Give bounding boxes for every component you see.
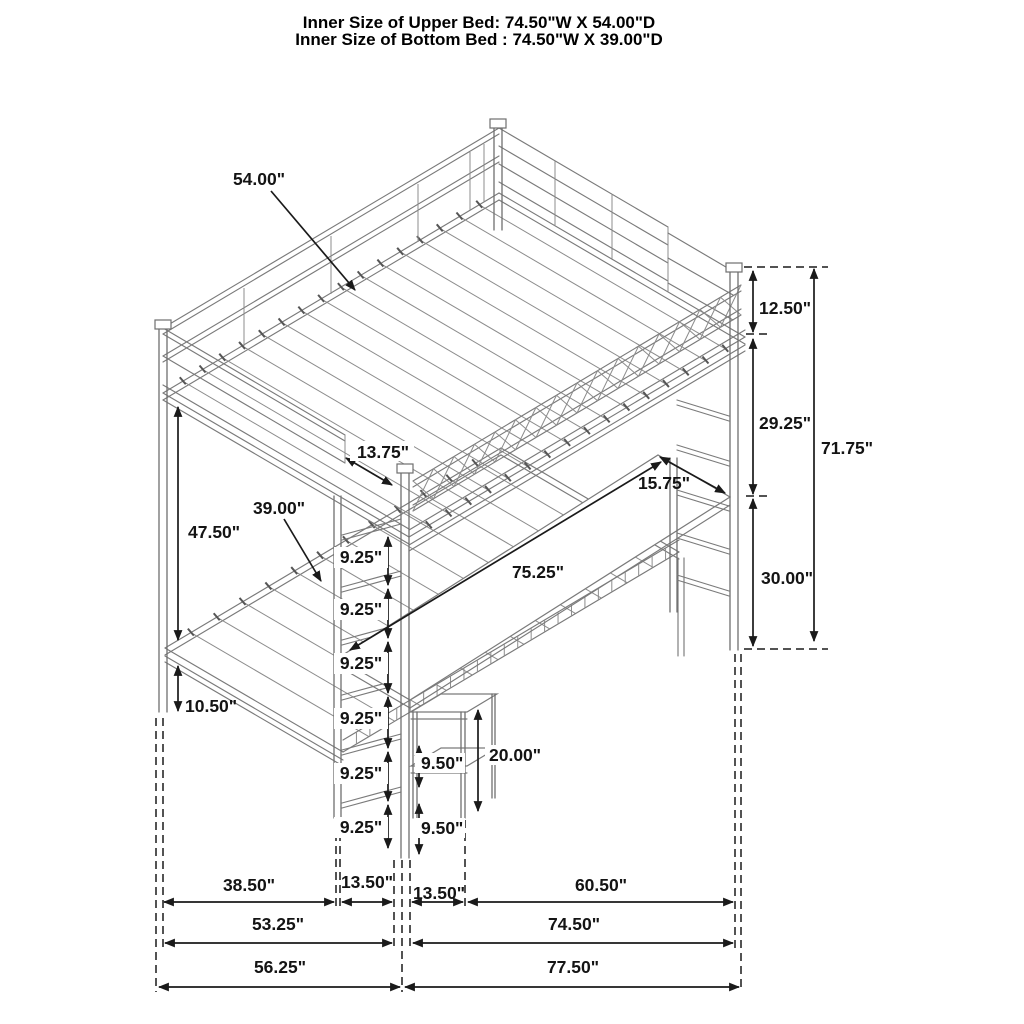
label-desk-length: 75.25" — [511, 562, 565, 582]
left-post-cap — [155, 320, 171, 329]
label-rung-spacing-3: 9.25" — [339, 653, 383, 673]
label-lower-frame-height: 10.50" — [185, 696, 238, 716]
label-desk-height: 30.00" — [761, 568, 814, 588]
label-upper-to-desk: 29.25" — [759, 413, 812, 433]
front-left-guardrail — [163, 328, 345, 463]
leader-54 — [271, 191, 355, 290]
label-guardrail-height: 12.50" — [759, 298, 812, 318]
label-upper-slat-span: 54.00" — [232, 169, 286, 189]
label-shelf-spacing-2: 9.50" — [421, 818, 464, 838]
front-post-cap — [397, 464, 413, 473]
label-shelf-unit-height: 20.00" — [489, 745, 542, 765]
title-line-upper-bed: Inner Size of Upper Bed: 74.50"W X 54.00"D — [302, 13, 656, 32]
label-rung-spacing-1: 9.25" — [339, 547, 383, 567]
label-floor-13-50-a: 13.50" — [340, 872, 394, 892]
label-floor-56-25: 56.25" — [253, 957, 307, 977]
right-post-cap — [726, 263, 742, 272]
label-shelf-spacing-1: 9.50" — [421, 753, 464, 773]
label-floor-38-50: 38.50" — [222, 875, 276, 895]
dimension-labels — [185, 169, 873, 977]
leader-39 — [284, 519, 321, 581]
title-line-bottom-bed: Inner Size of Bottom Bed : 74.50"W X 39.00"D — [295, 30, 663, 49]
label-upper-clearance: 47.50" — [188, 522, 241, 542]
label-floor-53-25: 53.25" — [251, 914, 305, 934]
label-rung-spacing-6: 9.25" — [339, 817, 383, 837]
label-lower-slat-span: 39.00" — [252, 498, 306, 518]
label-front-rail-gap: 13.75" — [356, 442, 410, 462]
label-rung-spacing-5: 9.25" — [339, 763, 383, 783]
headboard-panel — [499, 128, 733, 320]
label-floor-77-50: 77.50" — [546, 957, 600, 977]
label-overall-height: 71.75" — [821, 438, 874, 458]
label-rung-spacing-2: 9.25" — [339, 599, 383, 619]
label-floor-60-50: 60.50" — [574, 875, 628, 895]
label-rung-spacing-4: 9.25" — [339, 708, 383, 728]
label-desk-depth: 15.75" — [637, 473, 691, 493]
label-floor-74-50: 74.50" — [547, 914, 601, 934]
label-floor-13-50-b: 13.50" — [412, 883, 466, 903]
back-post-cap — [490, 119, 506, 128]
